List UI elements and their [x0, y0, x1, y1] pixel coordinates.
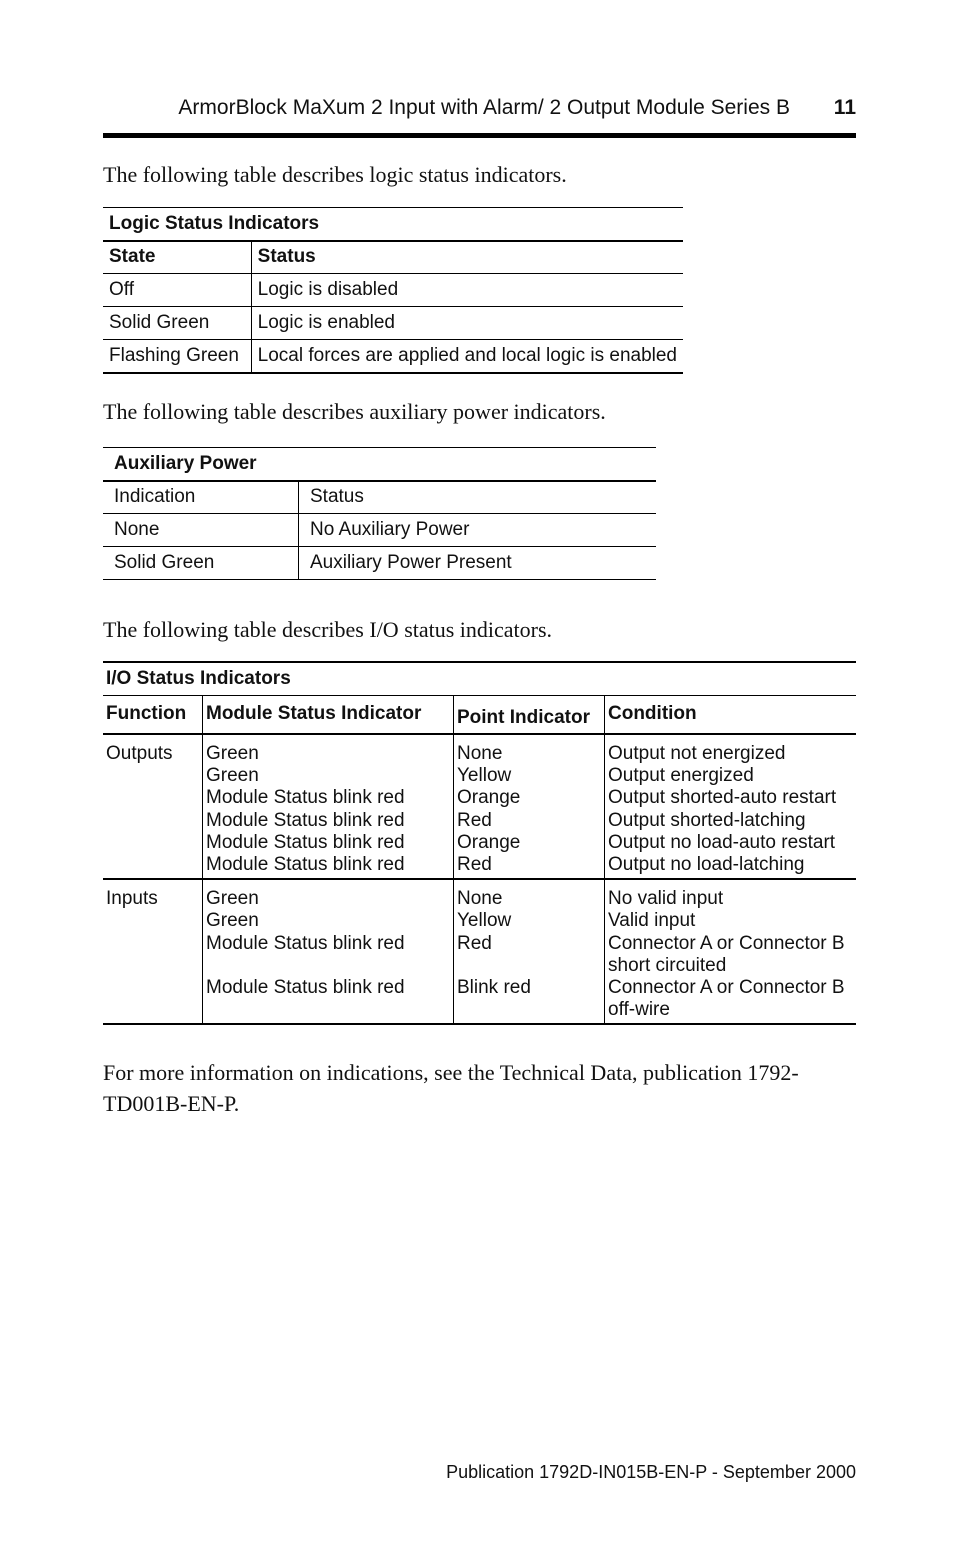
table-cell: Green [206, 910, 259, 932]
io-status-table [103, 661, 856, 1025]
table-cell: Module Status blink red [206, 977, 405, 999]
table-row [103, 879, 856, 1024]
table-cell: Local forces are applied and local logic is enabled [251, 340, 683, 373]
table-cell: Connector A or Connector B [608, 977, 845, 999]
table-cell: Module Status blink red [206, 831, 405, 853]
table-cell: Output not energized [608, 743, 786, 764]
table-cell: Output shorted-auto restart [608, 787, 837, 809]
table-cell: Auxiliary Power Present [299, 547, 657, 580]
table-cell: Solid Green [103, 307, 251, 340]
table-cell [457, 999, 601, 1021]
table-cell: No valid input [608, 888, 724, 910]
table-cell: Module Status blink red [206, 787, 405, 809]
intro-io-text: The following table describes I/O status indicators. [103, 617, 553, 642]
table-cell: Off [103, 274, 251, 307]
table-cell: Blink red [457, 977, 531, 999]
column-header: Status [251, 241, 683, 274]
table-cell: Module Status blink red [206, 809, 405, 831]
page-number: 11 [833, 96, 856, 119]
column-header: Condition [605, 695, 857, 734]
page-header [103, 92, 856, 138]
table-title: Logic Status Indicators [103, 208, 683, 241]
column-header: State [103, 241, 251, 274]
table-cell: Output shorted-latching [608, 809, 806, 831]
table-cell [457, 955, 601, 977]
table-cell: Red [457, 932, 492, 954]
footer-publication: Publication 1792D-IN015B-EN-P - September 2000 [446, 1462, 856, 1482]
table-cell: Red [457, 809, 492, 831]
table-cell: Module Status blink red [206, 854, 405, 876]
table-cell: Logic is enabled [251, 307, 683, 340]
column-header: Point Indicator [454, 695, 605, 734]
table-cell: Module Status blink red [206, 932, 405, 954]
table-cell: Green [206, 743, 259, 764]
table-title: Auxiliary Power [103, 448, 656, 481]
table-cell: No Auxiliary Power [299, 514, 657, 547]
table-cell: Green [206, 888, 259, 910]
table-cell: Solid Green [103, 547, 299, 580]
table-cell: None [103, 514, 299, 547]
table-cell: Flashing Green [103, 340, 251, 373]
table-title: I/O Status Indicators [103, 662, 856, 695]
table-row [103, 734, 856, 879]
table-cell: Orange [457, 787, 521, 809]
column-header: Status [299, 481, 657, 514]
table-cell: Orange [457, 831, 521, 853]
closing-text: For more information on indications, see the Technical Data, publication 1792-TD001B-EN-P. [103, 1060, 799, 1116]
table-cell: short circuited [608, 954, 727, 976]
table-cell: Yellow [457, 765, 512, 787]
table-cell: Yellow [457, 910, 512, 932]
column-header: Module Status Indicator [203, 695, 454, 734]
table-cell: Output energized [608, 765, 754, 787]
table-cell: None [457, 743, 503, 764]
column-header: Indication [103, 481, 299, 514]
table-cell: off-wire [608, 999, 670, 1021]
table-cell: Logic is disabled [251, 274, 683, 307]
logic-status-table [103, 207, 683, 374]
header-title: ArmorBlock MaXum 2 Input with Alarm/ 2 Output Module Series B [178, 96, 790, 119]
table-cell: Connector A or Connector B [608, 932, 845, 954]
table-cell [206, 955, 450, 977]
intro-aux-text: The following table describes auxiliary power indicators. [103, 399, 606, 424]
table-cell: Valid input [608, 910, 696, 932]
table-cell: Green [206, 765, 259, 787]
table-cell: Inputs [106, 888, 158, 910]
table-cell: Output no load-auto restart [608, 831, 836, 853]
table-cell: Output no load-latching [608, 854, 805, 876]
intro-logic-text: The following table describes logic status indicators. [103, 162, 567, 187]
column-header: Function [103, 695, 203, 734]
table-cell: None [457, 888, 503, 910]
table-cell: Outputs [106, 743, 173, 764]
table-cell: Red [457, 854, 492, 876]
auxiliary-power-table [103, 447, 656, 580]
table-cell [206, 999, 450, 1021]
